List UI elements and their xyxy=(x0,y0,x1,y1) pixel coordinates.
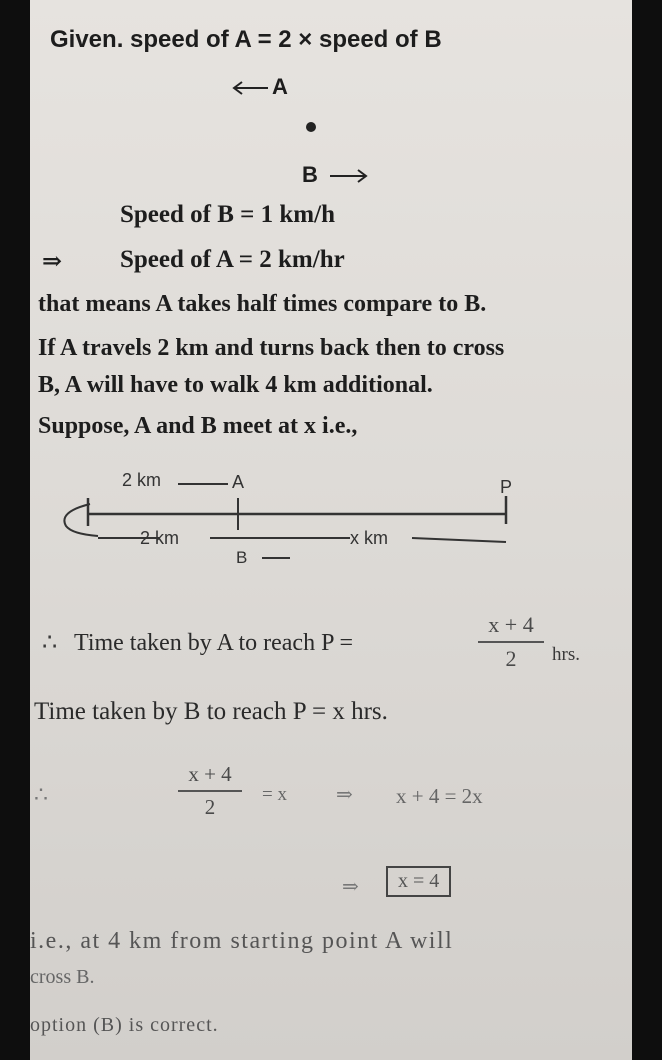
paragraph-line-4: Suppose, A and B meet at x i.e., xyxy=(38,413,358,439)
final-answer-box: x = 4 xyxy=(386,866,451,897)
equation-rhs: = x xyxy=(262,784,287,805)
diagram-x-km: x km xyxy=(350,528,388,548)
equation-numerator: x + 4 xyxy=(188,762,232,786)
start-point-dot xyxy=(306,122,316,132)
time-a-fraction-bar xyxy=(478,641,544,643)
time-a-fraction xyxy=(478,612,544,672)
implies-symbol: ⇒ xyxy=(42,249,63,275)
diagram-p-label: P xyxy=(500,477,513,497)
paragraph-line-3: B, A will have to walk 4 km additional. xyxy=(38,372,433,398)
speed-b-line: Speed of B = 1 km/h xyxy=(120,201,335,228)
conclusion-line-1: i.e., at 4 km from starting point A will xyxy=(30,928,454,954)
time-b-line: Time taken by B to reach P = x hrs. xyxy=(34,698,388,725)
equation-fraction-bar xyxy=(178,790,242,792)
paragraph-line-1: that means A takes half times compare to B. xyxy=(38,291,487,317)
equation-fraction xyxy=(178,762,242,820)
diagram-a-label: A xyxy=(232,472,245,492)
conclusion-line-2: cross B. xyxy=(30,966,95,988)
diagram-top-2km: 2 km xyxy=(122,470,162,490)
time-a-prefix: Time taken by A to reach P = xyxy=(74,630,354,656)
implies-symbol-2: ⇒ xyxy=(336,784,353,806)
sketch-b-label: B xyxy=(302,162,318,187)
diagram-bottom-2km: 2 km xyxy=(140,528,180,548)
time-a-unit: hrs. xyxy=(552,644,580,665)
therefore-symbol-1: ∴ xyxy=(42,630,58,656)
given-statement: Given. speed of A = 2 × speed of B xyxy=(50,26,442,53)
diagram-b-label: B xyxy=(236,548,248,567)
solution-page xyxy=(30,0,632,1060)
therefore-symbol-2: ∴ xyxy=(34,782,48,807)
equation-denominator: 2 xyxy=(204,794,216,819)
implies-symbol-3: ⇒ xyxy=(342,876,359,898)
speed-a-line: Speed of A = 2 km/hr xyxy=(120,246,345,273)
right-arrow-icon xyxy=(328,164,372,188)
left-arrow-icon xyxy=(230,76,270,100)
time-a-numerator: x + 4 xyxy=(488,612,534,637)
time-a-denominator: 2 xyxy=(505,645,517,671)
sketch-a-label: A xyxy=(272,74,288,99)
paragraph-line-2: If A travels 2 km and turns back then to cross xyxy=(38,335,505,361)
equation-result: x + 4 = 2x xyxy=(396,784,483,808)
conclusion-option: option (B) is correct. xyxy=(30,1014,219,1036)
